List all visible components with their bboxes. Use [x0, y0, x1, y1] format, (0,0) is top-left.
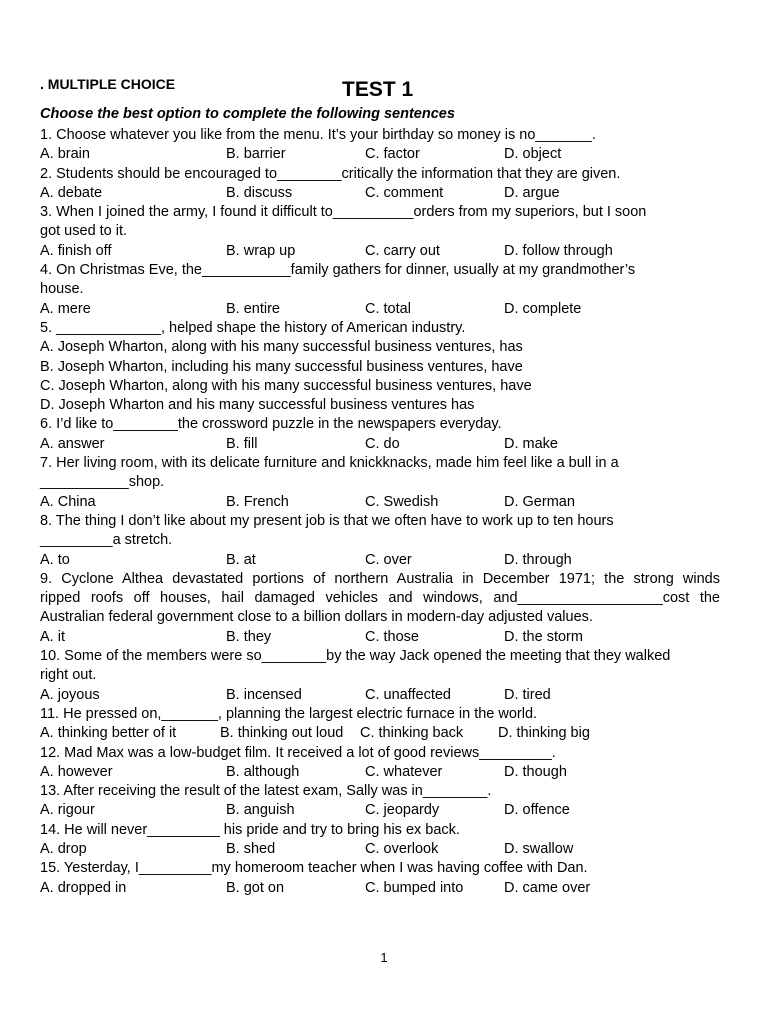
- question-text: 14. He will never_________ his pride and try to bring his ex back.: [40, 821, 460, 838]
- option-c: C. thinking back: [360, 725, 464, 742]
- option-c: C. jeopardy: [365, 802, 440, 819]
- option-c: C. factor: [365, 146, 420, 163]
- test-title: TEST 1: [342, 78, 414, 101]
- option-b: B. Joseph Wharton, including his many successful business ventures, have: [40, 358, 523, 375]
- option-c: C. overlook: [365, 840, 439, 857]
- option-d: D. though: [504, 763, 567, 780]
- option-a: A. it: [40, 628, 65, 645]
- option-a: A. to: [40, 551, 70, 568]
- question-text: 3. When I joined the army, I found it difficult to__________orders from my superiors, but I soon: [40, 204, 647, 221]
- question-text: 13. After receiving the result of the latest exam, Sally was in________.: [40, 783, 492, 800]
- question-15: [40, 859, 720, 898]
- option-a: A. however: [40, 763, 113, 780]
- page-number: 1: [380, 950, 388, 965]
- question-text-cont: right out.: [40, 667, 97, 684]
- option-c: C. whatever: [365, 763, 443, 780]
- option-a: A. joyous: [40, 686, 100, 703]
- options-row: [40, 435, 720, 454]
- question-1: [40, 126, 720, 165]
- option-c: C. comment: [365, 184, 444, 201]
- options-row: [40, 145, 720, 164]
- option-b: B. thinking out loud: [220, 725, 344, 742]
- option-c: C. Swedish: [365, 493, 439, 510]
- option-b: B. incensed: [226, 686, 302, 703]
- option-d: D. German: [504, 493, 575, 510]
- options-row: [40, 300, 720, 319]
- question-14: [40, 821, 720, 860]
- option-d: D. tired: [504, 686, 551, 703]
- question-text: 12. Mad Max was a low-budget film. It received a lot of good reviews_________.: [40, 744, 556, 761]
- question-text-cont: ___________shop.: [40, 474, 165, 491]
- option-b: B. they: [226, 628, 272, 645]
- option-a: A. finish off: [40, 242, 112, 259]
- options-row: [40, 242, 720, 261]
- options-row: [40, 493, 720, 512]
- option-a: A. China: [40, 493, 96, 510]
- option-b: B. wrap up: [226, 242, 296, 259]
- options-row: [40, 724, 720, 743]
- option-b: B. discuss: [226, 184, 293, 201]
- option-d: D. through: [504, 551, 572, 568]
- option-d: D. Joseph Wharton and his many successful business ventures has: [40, 397, 475, 414]
- question-10: [40, 647, 720, 705]
- option-d: D. thinking big: [498, 725, 590, 742]
- question-text: 11. He pressed on,_______, planning the largest electric furnace in the world.: [40, 705, 538, 722]
- question-4: [40, 261, 720, 319]
- question-text-cont: ripped roofs off houses, hail damaged vehicles and windows, and__________________cost the: [40, 590, 720, 607]
- option-d: D. the storm: [504, 628, 583, 645]
- options-row: [40, 628, 720, 647]
- question-7: [40, 454, 720, 512]
- option-b: B. barrier: [226, 146, 286, 163]
- option-b: B. shed: [226, 840, 276, 857]
- option-d: D. make: [504, 435, 558, 452]
- option-b: B. fill: [226, 435, 258, 452]
- options-row: [40, 763, 720, 782]
- section-label: . MULTIPLE CHOICE: [40, 76, 176, 92]
- option-d: D. swallow: [504, 840, 574, 857]
- question-text-cont: _________a stretch.: [40, 532, 173, 549]
- option-d: D. argue: [504, 184, 560, 201]
- options-row: [40, 551, 720, 570]
- question-text-cont: Australian federal government close to a billion dollars in modern-day adjusted values.: [40, 609, 593, 626]
- option-c: C. unaffected: [365, 686, 451, 703]
- option-a: A. mere: [40, 300, 91, 317]
- question-text: 1. Choose whatever you like from the menu. It’s your birthday so money is no_______.: [40, 127, 596, 143]
- option-c: C. Joseph Wharton, along with his many successful business ventures, have: [40, 377, 532, 394]
- question-2: [40, 165, 720, 204]
- question-text-cont: house.: [40, 281, 84, 298]
- question-5: [40, 319, 720, 415]
- question-text: 4. On Christmas Eve, the___________family gathers for dinner, usually at my grandmother’s: [40, 262, 636, 279]
- option-c: C. those: [365, 628, 419, 645]
- question-3: [40, 203, 720, 261]
- option-b: B. French: [226, 493, 289, 510]
- options-row: [40, 879, 720, 898]
- option-b: B. at: [226, 551, 256, 568]
- question-text: 9. Cyclone Althea devastated portions of northern Australia in December 1971; the strong winds: [40, 570, 720, 587]
- option-a: A. thinking better of it: [40, 725, 177, 742]
- question-list: [40, 126, 720, 898]
- option-b: B. entire: [226, 300, 280, 317]
- option-a: A. rigour: [40, 802, 95, 819]
- option-d: D. came over: [504, 879, 591, 896]
- question-text: 7. Her living room, with its delicate furniture and knickknacks, made him feel like a bull in a: [40, 455, 619, 472]
- option-d: D. follow through: [504, 242, 613, 259]
- options-row: [40, 184, 720, 203]
- question-13: [40, 782, 720, 821]
- question-9: [40, 570, 720, 647]
- option-b: B. anguish: [226, 802, 295, 819]
- options-row: [40, 840, 720, 859]
- option-d: D. complete: [504, 300, 582, 317]
- option-a: A. dropped in: [40, 879, 127, 896]
- option-c: C. bumped into: [365, 879, 464, 896]
- option-c: C. total: [365, 300, 411, 317]
- option-c: C. over: [365, 551, 412, 568]
- question-6: [40, 415, 720, 454]
- question-8: [40, 512, 720, 570]
- option-a: A. drop: [40, 840, 87, 857]
- options-row: [40, 801, 720, 820]
- question-text: 10. Some of the members were so________by the way Jack opened the meeting that they walked: [40, 648, 671, 665]
- options-row: [40, 686, 720, 705]
- question-text: 8. The thing I don’t like about my present job is that we often have to work up to ten hours: [40, 512, 614, 529]
- option-c: C. do: [365, 435, 400, 452]
- option-a: A. debate: [40, 184, 103, 201]
- question-text-cont: got used to it.: [40, 223, 128, 240]
- option-d: D. object: [504, 146, 562, 163]
- option-a: A. Joseph Wharton, along with his many successful business ventures, has: [40, 339, 523, 356]
- question-text: 2. Students should be encouraged to________critically the information that they are given.: [40, 165, 621, 182]
- option-b: B. got on: [226, 879, 285, 896]
- question-text: 6. I’d like to________the crossword puzzle in the newspapers everyday.: [40, 416, 502, 433]
- option-a: A. answer: [40, 435, 105, 452]
- document-header: [40, 76, 730, 106]
- option-d: D. offence: [504, 802, 570, 819]
- option-c: C. carry out: [365, 242, 440, 259]
- option-a: A. brain: [40, 146, 90, 163]
- question-11: [40, 705, 720, 744]
- question-12: [40, 744, 720, 783]
- instructions: Choose the best option to complete the following sentences: [40, 106, 455, 122]
- question-text: 5. _____________, helped shape the history of American industry.: [40, 319, 466, 336]
- question-text: 15. Yesterday, I_________my homeroom teacher when I was having coffee with Dan.: [40, 860, 588, 877]
- option-b: B. although: [226, 763, 300, 780]
